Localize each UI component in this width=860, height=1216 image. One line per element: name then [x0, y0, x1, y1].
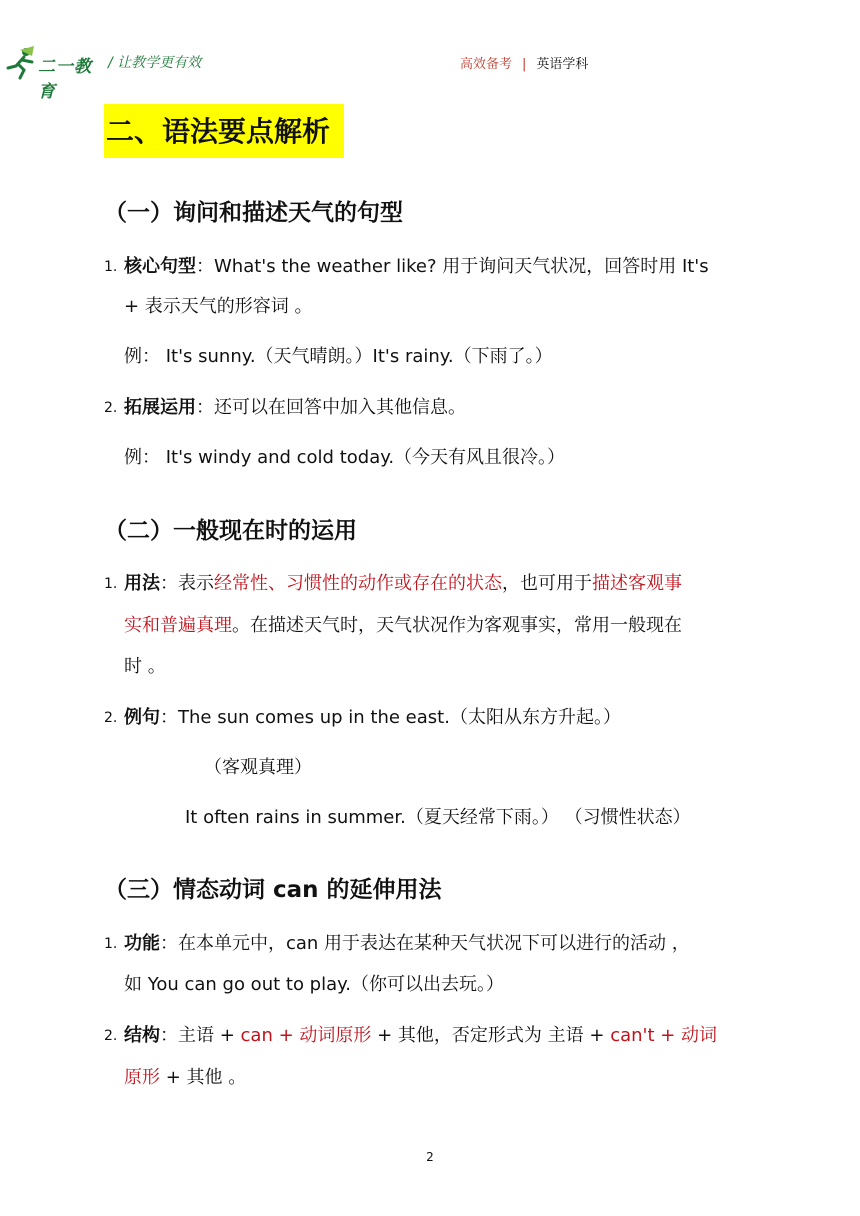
runner-icon	[4, 46, 38, 80]
subsection-title-3: （三）情态动词 can 的延伸用法	[104, 877, 442, 903]
list-number: 1.	[104, 576, 118, 592]
brand-logo	[4, 46, 104, 102]
item-text: ：主语 +	[160, 1025, 241, 1046]
item-label: 结构	[124, 1025, 160, 1046]
header-tag-prep: 高效备考	[460, 57, 513, 72]
text-line	[124, 613, 682, 639]
text-line	[124, 705, 621, 731]
list-number: 2.	[104, 1028, 118, 1044]
text-line: + 表示天气的形容词 。	[124, 296, 313, 317]
annotation-line: （客观真理）	[204, 757, 312, 778]
item-text: ：在本单元中，can 用于表达在某种天气状况下可以进行的活动 ，	[160, 933, 690, 954]
logo-text: 二一教育	[38, 57, 92, 102]
highlight-text: 原形	[124, 1067, 160, 1088]
slogan: / 让教学更有效	[108, 55, 202, 71]
item-text: ：What's the weather like? 用于询问天气状况，回答时用 It's	[196, 256, 709, 277]
list-number: 2.	[104, 710, 118, 726]
text-line	[124, 254, 709, 280]
item-text: ，也可用于	[502, 573, 592, 594]
example-line: 例： It's sunny.（天气晴朗。）It's rainy.（下雨了。）	[124, 346, 553, 367]
text-line: 如 You can go out to play.（你可以出去玩。）	[124, 974, 504, 995]
highlight-text: 实和普遍真理	[124, 615, 232, 636]
item-text: ：表示	[160, 573, 214, 594]
item-label: 功能	[124, 933, 160, 954]
subsection-title-2: （二）一般现在时的运用	[104, 518, 357, 544]
item-label: 例句	[124, 707, 160, 728]
list-number: 1.	[104, 259, 118, 275]
highlight-text: 经常性、习惯性的动作或存在的状态	[214, 573, 502, 594]
item-text: ：还可以在回答中加入其他信息。	[196, 397, 466, 418]
text-line: 时 。	[124, 656, 166, 677]
item-text: ：The sun comes up in the east.（太阳从东方升起。）	[160, 707, 621, 728]
item-label: 用法	[124, 573, 160, 594]
item-text: + 其他，否定形式为 主语 +	[371, 1025, 611, 1046]
list-number: 1.	[104, 936, 118, 952]
item-label: 拓展运用	[124, 397, 196, 418]
text-line	[124, 1065, 246, 1091]
subsection-title-1: （一）询问和描述天气的句型	[104, 200, 403, 226]
section-title: 二、语法要点解析	[104, 104, 344, 158]
header-tag-subject: 英语学科	[536, 57, 589, 72]
text-line	[124, 395, 466, 421]
item-label: 核心句型	[124, 256, 196, 277]
highlight-text: 描述客观事	[592, 573, 682, 594]
header-right	[460, 53, 588, 72]
item-text: 。在描述天气时，天气状况作为客观事实，常用一般现在	[232, 615, 682, 636]
list-number: 2.	[104, 400, 118, 416]
header-separator: |	[522, 57, 527, 72]
text-line	[124, 1023, 717, 1049]
page-number: 2	[426, 1150, 434, 1164]
highlight-text: can + 动词原形	[240, 1025, 372, 1046]
highlight-text: can't + 动词	[610, 1025, 718, 1046]
example-line: It often rains in summer.（夏天经常下雨。） （习惯性状态）	[185, 807, 691, 828]
text-line	[124, 571, 682, 597]
text-line	[124, 931, 690, 957]
item-text: + 其他 。	[160, 1067, 247, 1088]
example-line: 例： It's windy and cold today.（今天有风且很冷。）	[124, 447, 566, 468]
